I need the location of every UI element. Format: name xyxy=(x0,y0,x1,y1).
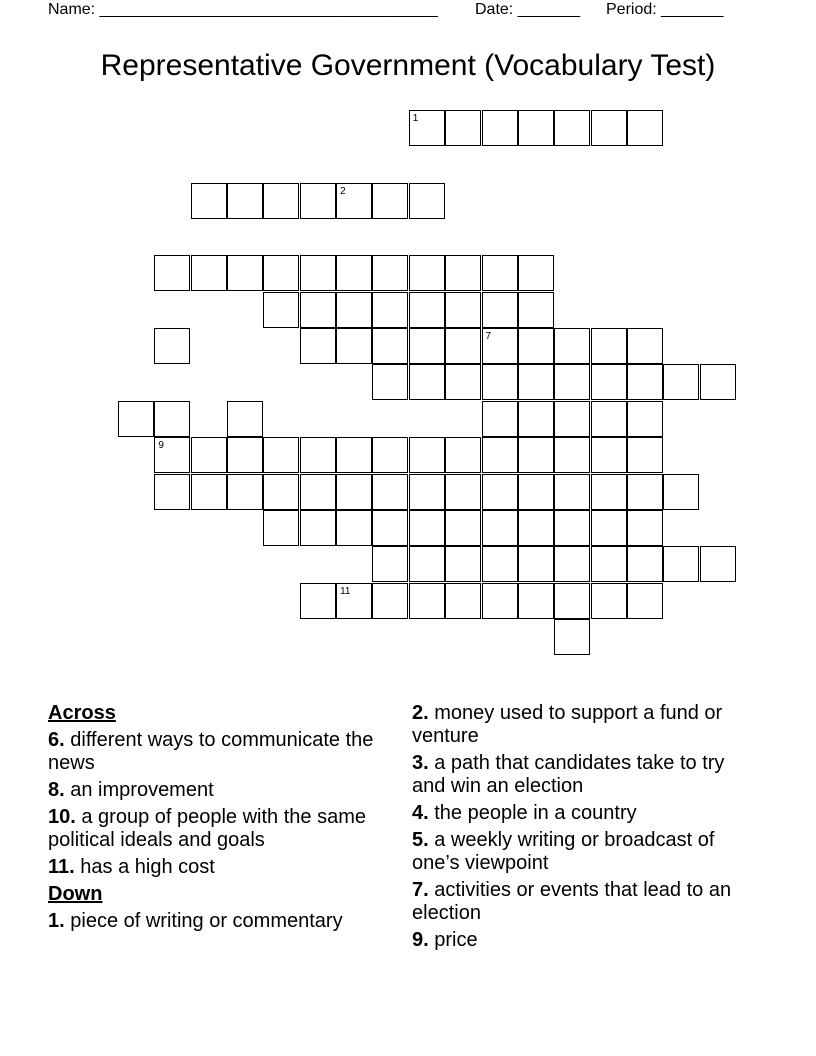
crossword-cell[interactable] xyxy=(518,292,554,328)
clue-number: 7. xyxy=(412,879,429,901)
crossword-cell[interactable] xyxy=(227,401,263,437)
crossword-cell[interactable] xyxy=(154,255,190,291)
crossword-cell[interactable] xyxy=(409,255,445,291)
date-field-label: Date: _______ xyxy=(475,1,580,18)
cell-clue-number: 9 xyxy=(158,440,164,452)
crossword-cell[interactable] xyxy=(554,364,590,400)
crossword-cell[interactable] xyxy=(445,510,481,546)
crossword-cell[interactable] xyxy=(700,546,736,582)
clue-number: 10. xyxy=(48,806,76,828)
crossword-cell[interactable] xyxy=(445,583,481,619)
clue-item xyxy=(48,856,378,879)
across-heading: Across xyxy=(48,702,116,724)
crossword-cell[interactable] xyxy=(554,328,590,364)
name-field-label: Name: ______________________________________ xyxy=(48,1,438,18)
crossword-cell[interactable] xyxy=(227,437,263,473)
crossword-cell[interactable] xyxy=(482,364,518,400)
crossword-cell[interactable] xyxy=(518,546,554,582)
crossword-cell[interactable] xyxy=(372,474,408,510)
clue-number: 3. xyxy=(412,752,429,774)
crossword-cell[interactable] xyxy=(591,364,627,400)
crossword-cell[interactable] xyxy=(445,437,481,473)
crossword-cell[interactable] xyxy=(336,328,372,364)
crossword-cell[interactable] xyxy=(300,583,336,619)
crossword-cell[interactable] xyxy=(591,583,627,619)
crossword-cell[interactable] xyxy=(154,401,190,437)
crossword-cell[interactable] xyxy=(409,437,445,473)
clue-item xyxy=(412,829,742,875)
crossword-cell[interactable] xyxy=(482,474,518,510)
crossword-cell[interactable] xyxy=(336,510,372,546)
crossword-cell[interactable] xyxy=(372,546,408,582)
crossword-cell[interactable] xyxy=(263,510,299,546)
crossword-cell[interactable] xyxy=(591,474,627,510)
clue-text: the people in a country xyxy=(434,802,637,824)
clue-item xyxy=(412,752,742,798)
crossword-cell[interactable] xyxy=(409,110,445,146)
crossword-cell[interactable] xyxy=(227,474,263,510)
crossword-cell[interactable] xyxy=(482,328,518,364)
crossword-cell[interactable] xyxy=(554,510,590,546)
crossword-cell[interactable] xyxy=(372,437,408,473)
crossword-cell[interactable] xyxy=(482,292,518,328)
crossword-cell[interactable] xyxy=(591,328,627,364)
clue-number: 4. xyxy=(412,802,429,824)
crossword-cell[interactable] xyxy=(554,437,590,473)
crossword-cell[interactable] xyxy=(627,546,663,582)
clue-text: an improvement xyxy=(70,779,214,801)
across-clue-list xyxy=(48,729,378,879)
crossword-cell[interactable] xyxy=(627,437,663,473)
crossword-cell[interactable] xyxy=(591,401,627,437)
crossword-cell[interactable] xyxy=(518,255,554,291)
clues-left-column xyxy=(48,702,378,937)
crossword-cell[interactable] xyxy=(336,437,372,473)
crossword-cell[interactable] xyxy=(591,437,627,473)
crossword-cell[interactable] xyxy=(591,546,627,582)
crossword-cell[interactable] xyxy=(482,546,518,582)
clue-item xyxy=(48,779,378,802)
crossword-cell[interactable] xyxy=(554,474,590,510)
crossword-cell[interactable] xyxy=(372,364,408,400)
clue-text: money used to support a fund or venture xyxy=(412,702,723,747)
crossword-cell[interactable] xyxy=(336,292,372,328)
crossword-cell[interactable] xyxy=(409,292,445,328)
crossword-cell[interactable] xyxy=(518,583,554,619)
crossword-cell[interactable] xyxy=(518,110,554,146)
crossword-cell[interactable] xyxy=(191,474,227,510)
crossword-cell[interactable] xyxy=(518,474,554,510)
clue-number: 8. xyxy=(48,779,65,801)
crossword-cell[interactable] xyxy=(191,437,227,473)
down-clue-list xyxy=(48,910,378,933)
crossword-cell[interactable] xyxy=(409,474,445,510)
crossword-cell[interactable] xyxy=(627,401,663,437)
crossword-cell[interactable] xyxy=(300,183,336,219)
crossword-cell[interactable] xyxy=(445,546,481,582)
page-title: Representative Government (Vocabulary Test) xyxy=(100,49,716,82)
crossword-cell[interactable] xyxy=(227,183,263,219)
clue-text: a path that candidates take to try and win an election xyxy=(412,752,725,797)
clue-text: a group of people with the same political ideals and goals xyxy=(48,806,367,851)
crossword-cell[interactable] xyxy=(154,328,190,364)
crossword-cell[interactable] xyxy=(627,583,663,619)
clue-item xyxy=(412,702,742,748)
clue-item xyxy=(412,879,742,925)
crossword-cell[interactable] xyxy=(300,328,336,364)
crossword-cell[interactable] xyxy=(409,546,445,582)
cell-clue-number: 2 xyxy=(340,185,346,197)
crossword-cell[interactable] xyxy=(263,255,299,291)
clue-number: 1. xyxy=(48,910,65,932)
crossword-cell[interactable] xyxy=(118,401,154,437)
crossword-cell[interactable] xyxy=(372,583,408,619)
crossword-cell[interactable] xyxy=(336,255,372,291)
crossword-cell[interactable] xyxy=(300,292,336,328)
crossword-cell[interactable] xyxy=(409,583,445,619)
crossword-cell[interactable] xyxy=(482,401,518,437)
crossword-cell[interactable] xyxy=(336,583,372,619)
crossword-cell[interactable] xyxy=(554,401,590,437)
crossword-cell[interactable] xyxy=(227,255,263,291)
crossword-cell[interactable] xyxy=(518,510,554,546)
crossword-cell[interactable] xyxy=(591,510,627,546)
clue-text: has a high cost xyxy=(80,856,215,878)
crossword-cell[interactable] xyxy=(445,474,481,510)
crossword-cell[interactable] xyxy=(300,255,336,291)
crossword-cell[interactable] xyxy=(445,292,481,328)
crossword-cell[interactable] xyxy=(300,510,336,546)
clue-item xyxy=(412,929,742,952)
crossword-cell[interactable] xyxy=(627,364,663,400)
period-field-label: Period: _______ xyxy=(606,1,724,18)
clue-item xyxy=(48,729,378,775)
crossword-cell[interactable] xyxy=(554,619,590,655)
crossword-cell[interactable] xyxy=(627,510,663,546)
crossword-cell[interactable] xyxy=(445,328,481,364)
crossword-cell[interactable] xyxy=(263,292,299,328)
crossword-cell[interactable] xyxy=(300,437,336,473)
down-heading: Down xyxy=(48,883,103,905)
crossword-cell[interactable] xyxy=(627,328,663,364)
cell-clue-number: 1 xyxy=(412,113,419,124)
crossword-cell[interactable] xyxy=(518,328,554,364)
crossword-cell[interactable] xyxy=(191,255,227,291)
crossword-cell[interactable] xyxy=(518,364,554,400)
clue-item xyxy=(48,806,378,852)
clue-text: price xyxy=(434,929,478,951)
crossword-cell[interactable] xyxy=(409,328,445,364)
crossword-cell[interactable] xyxy=(518,401,554,437)
crossword-cell[interactable] xyxy=(154,474,190,510)
clue-text: a weekly writing or broadcast of one’s viewpoint xyxy=(412,829,715,874)
crossword-cell[interactable] xyxy=(518,437,554,473)
crossword-cell[interactable] xyxy=(372,183,408,219)
clue-number: 2. xyxy=(412,702,429,724)
crossword-cell[interactable] xyxy=(263,474,299,510)
crossword-cell[interactable] xyxy=(700,364,736,400)
clue-item xyxy=(48,910,378,933)
crossword-cell[interactable] xyxy=(191,183,227,219)
crossword-cell[interactable] xyxy=(663,546,699,582)
crossword-cell[interactable] xyxy=(336,183,372,219)
crossword-cell[interactable] xyxy=(663,364,699,400)
crossword-cell[interactable] xyxy=(554,583,590,619)
crossword-cell[interactable] xyxy=(409,510,445,546)
crossword-cell[interactable] xyxy=(154,437,190,473)
clue-text: activities or events that lead to an election xyxy=(412,879,732,924)
clue-item xyxy=(412,802,742,825)
clues-right-column xyxy=(412,702,742,956)
clue-number: 9. xyxy=(412,929,429,951)
crossword-cell[interactable] xyxy=(445,255,481,291)
crossword-cell[interactable] xyxy=(591,110,627,146)
crossword-cell[interactable] xyxy=(482,583,518,619)
crossword-cell[interactable] xyxy=(482,255,518,291)
crossword-cell[interactable] xyxy=(554,546,590,582)
clue-number: 5. xyxy=(412,829,429,851)
crossword-cell[interactable] xyxy=(263,183,299,219)
cell-clue-number: 7 xyxy=(485,331,492,343)
crossword-cell[interactable] xyxy=(300,474,336,510)
clue-text: different ways to communicate the news xyxy=(48,729,374,774)
crossword-cell[interactable] xyxy=(372,255,408,291)
clue-number: 6. xyxy=(48,729,65,751)
cell-clue-number: 11 xyxy=(340,585,351,597)
crossword-cell[interactable] xyxy=(482,110,518,146)
crossword-cell[interactable] xyxy=(482,510,518,546)
crossword-cell[interactable] xyxy=(627,110,663,146)
crossword-cell[interactable] xyxy=(409,183,445,219)
crossword-cell[interactable] xyxy=(336,474,372,510)
crossword-cell[interactable] xyxy=(409,364,445,400)
clue-text: piece of writing or commentary xyxy=(70,910,343,932)
crossword-cell[interactable] xyxy=(445,110,481,146)
crossword-cell[interactable] xyxy=(663,474,699,510)
crossword-cell[interactable] xyxy=(627,474,663,510)
crossword-cell[interactable] xyxy=(482,437,518,473)
crossword-cell[interactable] xyxy=(445,364,481,400)
crossword-cell[interactable] xyxy=(554,110,590,146)
crossword-cell[interactable] xyxy=(372,510,408,546)
crossword-cell[interactable] xyxy=(372,292,408,328)
crossword-cell[interactable] xyxy=(263,437,299,473)
clue-number: 11. xyxy=(48,856,75,878)
crossword-cell[interactable] xyxy=(372,328,408,364)
